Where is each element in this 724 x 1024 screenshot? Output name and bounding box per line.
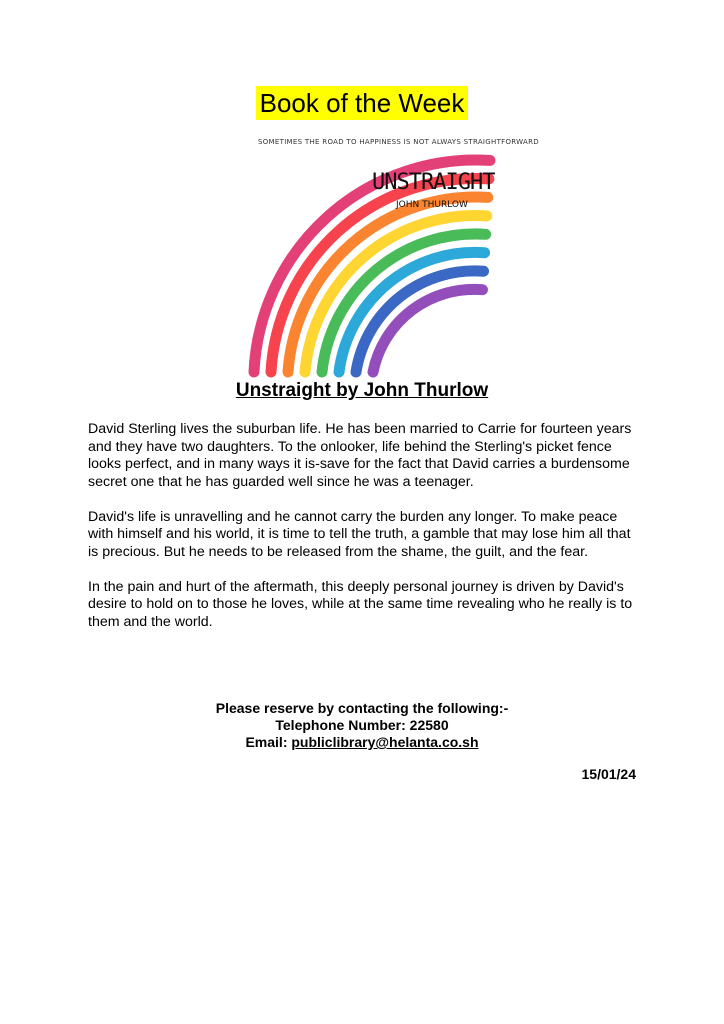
- book-description: [88, 421, 644, 649]
- email-label: Email:: [245, 734, 292, 750]
- cover-author: JOHN THURLOW: [396, 200, 468, 210]
- book-cover: [244, 132, 539, 374]
- cover-tagline: SOMETIMES THE ROAD TO HAPPINESS IS NOT ALWAYS STRAIGHTFORWARD: [258, 138, 539, 146]
- description-paragraph: In the pain and hurt of the aftermath, this deeply personal journey is driven by David's desire to hold on to those he loves, while at the same time revealing who he really is to them and the world.: [88, 578, 633, 630]
- email-link[interactable]: publiclibrary@helanta.co.sh: [291, 734, 479, 750]
- rainbow-illustration: [244, 132, 482, 374]
- page-banner: [0, 86, 724, 120]
- description-paragraph: David's life is unravelling and he cannot carry the burden any longer. To make peace with himself and his world, it is time to tell the truth, a gamble that may lose him all that is precious. But he needs to be released from the shame, the guilt, and the fear.: [88, 508, 631, 560]
- contact-phone: Telephone Number: 22580: [275, 717, 449, 733]
- publish-date: 15/01/24: [581, 766, 636, 782]
- contact-email-line: [0, 734, 724, 751]
- book-heading: Unstraight by John Thurlow: [235, 380, 489, 401]
- banner-title: Book of the Week: [256, 86, 469, 120]
- contact-block: [0, 700, 724, 751]
- contact-intro: Please reserve by contacting the following:-: [215, 700, 509, 716]
- cover-title: UNSTRAIGHT: [372, 170, 495, 195]
- description-paragraph: David Sterling lives the suburban life. He has been married to Carrie for fourteen years and they have two daughters. To the onlooker, life behind the Sterling's picket fence looks perfect, and in many ways it is-save for the fact that David carries a burdensome secret one that he has guarded well since he was a teenager.: [88, 421, 632, 490]
